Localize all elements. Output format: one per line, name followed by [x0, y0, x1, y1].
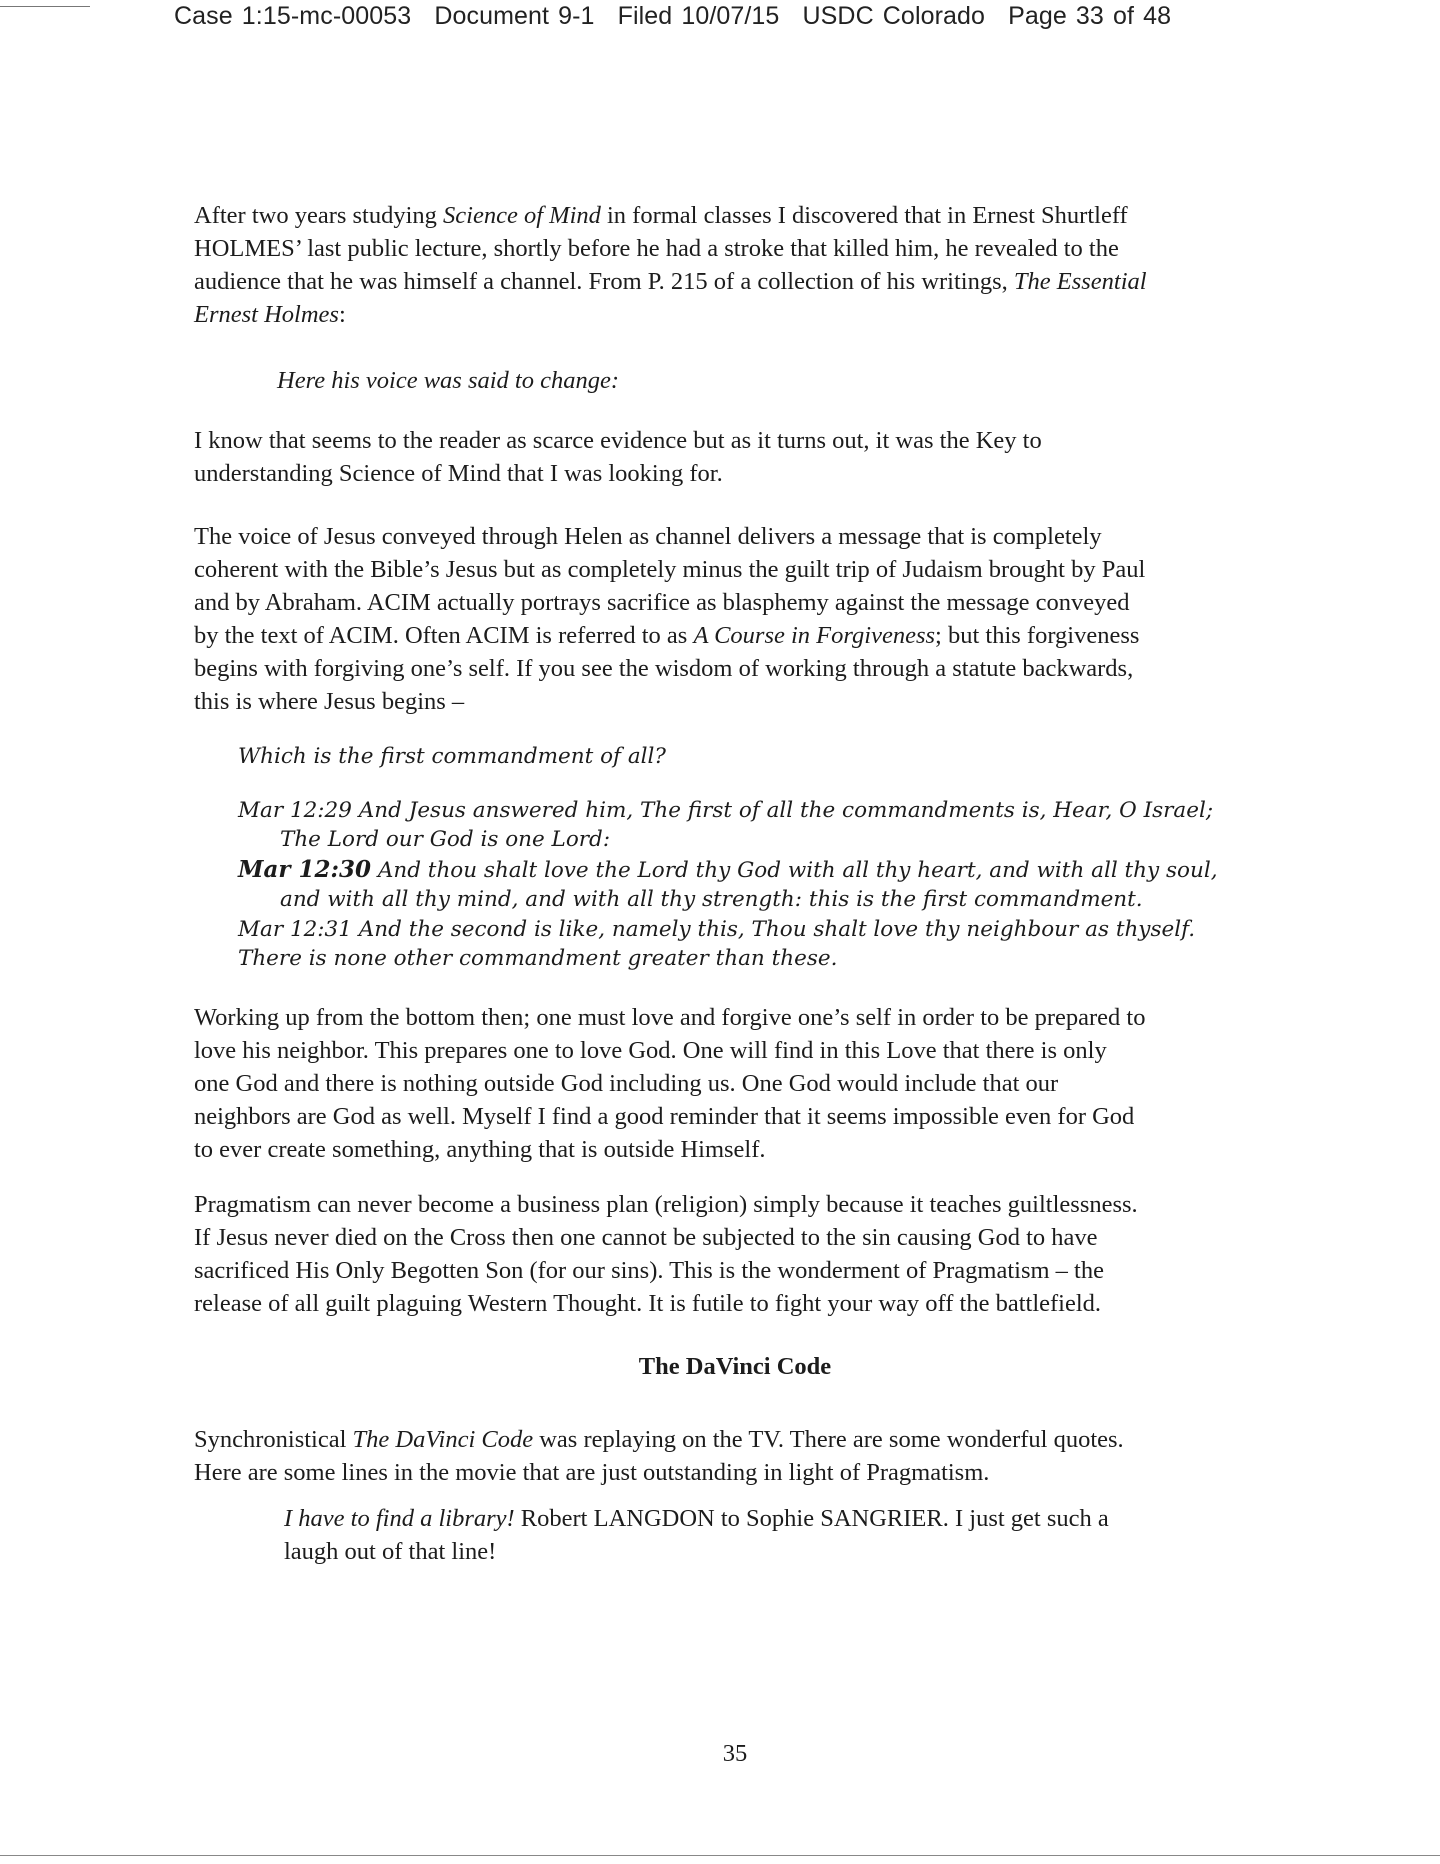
verse-ref: Mar 12:31: [238, 916, 352, 942]
verse-ref: Mar 12:29: [238, 797, 352, 823]
page-number: 35: [722, 1740, 748, 1767]
document-number: Document 9-1: [434, 2, 595, 30]
book-title-course-in-forgiveness: A Course in Forgiveness: [693, 622, 936, 649]
movie-quote: I have to find a library! Robert LANGDON to Sophie SANGRIER. I just get such a laugh out of that line!: [284, 1505, 1109, 1565]
paragraph-pragmatism: Pragmatism can never become a business plan (religion) simply because it teaches guiltlessness. If Jesus never died on the Cross then one cannot be subjected to the sin causing God to have sacrificed His Only Begotten Son (for our sins). This is the wonderment of Pragmatism – the release of all guilt plaguing Western Thought. It is futile to fight your way off the battlefield.: [194, 1191, 1138, 1317]
verse-12-31: Mar 12:31 And the second is like, namely this, Thou shalt love thy neighbour as thyself.: [238, 916, 1196, 942]
section-heading: The DaVinci Code: [638, 1353, 832, 1380]
book-title-science-of-mind: Science of Mind: [443, 202, 601, 229]
voice-change-note: Here his voice was said to change:: [277, 367, 620, 394]
verse-12-30: Mar 12:30 And thou shalt love the Lord thy God with all thy heart, and with all thy soul,: [238, 855, 1218, 883]
paragraph-working-up: Working up from the bottom then; one must love and forgive one’s self in order to be prepared to love his neighbor. This prepares one to love God. One will find in this Love that there is only one God and there is nothing outside God including us. One God would include that our neighbors are God as well. Myself I find a good reminder that it seems impossible even for God to ever create something, anything that is outside Himself.: [194, 1004, 1146, 1163]
case-header: [174, 2, 1171, 31]
paragraph-voice-of-jesus: The voice of Jesus conveyed through Helen as channel delivers a message that is completely coherent with the Bible’s Jesus but as completely minus the guilt trip of Judaism brought by Paul and by Abraham. ACIM actually portrays sacrifice as blasphemy against the message conveyed by the text of ACIM. Often ACIM is referred to as A Course in Forgiveness; but this forgiveness begins with forgiving one’s self. If you see the wisdom of working through a statute backwards, this is where Jesus begins –: [194, 523, 1146, 715]
scan-edge-mark: [0, 1855, 1440, 1856]
filed-date: Filed 10/07/15: [617, 2, 780, 30]
book-title-essential-holmes: The Essential: [1013, 268, 1147, 295]
verse-ref: Mar 12:30: [238, 855, 371, 883]
verse-12-29: Mar 12:29 And Jesus answered him, The first of all the commandments is, Hear, O Israel;: [238, 797, 1214, 823]
case-number: Case 1:15-mc-00053: [174, 2, 412, 30]
scan-edge-mark: [0, 6, 90, 7]
court-name: USDC Colorado: [802, 2, 986, 30]
paragraph-holmes-lecture: After two years studying Science of Mind in formal classes I discovered that in Ernest Shurtleff HOLMES’ last public lecture, shortly before he had a stroke that killed him, he revealed to the audience that he was himself a channel. From P. 215 of a collection of his writings, The Essential Ernest Holmes:: [194, 202, 1147, 328]
quote-line: I have to find a library!: [284, 1505, 515, 1532]
paragraph-scarce-evidence: I know that seems to the reader as scarce evidence but as it turns out, it was the Key to understanding Science of Mind that I was looking for.: [194, 427, 1042, 487]
scripture-question: Which is the first commandment of all?: [238, 744, 666, 769]
page-count: Page 33 of 48: [1008, 2, 1172, 30]
movie-title: The DaVinci Code: [352, 1426, 534, 1453]
paragraph-davinci-code: Synchronistical The DaVinci Code was replaying on the TV. There are some wonderful quotes. Here are some lines in the movie that are just outstanding in light of Pragmatism.: [194, 1426, 1124, 1486]
scripture-quote: Which is the first commandment of all? Mar 12:29 And Jesus answered him, The first of all the commandments is, Hear, O Israel; The Lord our God is one Lord: Mar 12:30 And thou shalt love the Lord thy God with all thy heart, and with all thy soul, and with all thy mind, and with all thy strength: this is the first commandment. Mar 12:31 And the second is like, namely this, Thou shalt love thy neighbour as thyself. There is none other commandment greater than these.: [238, 742, 1278, 974]
